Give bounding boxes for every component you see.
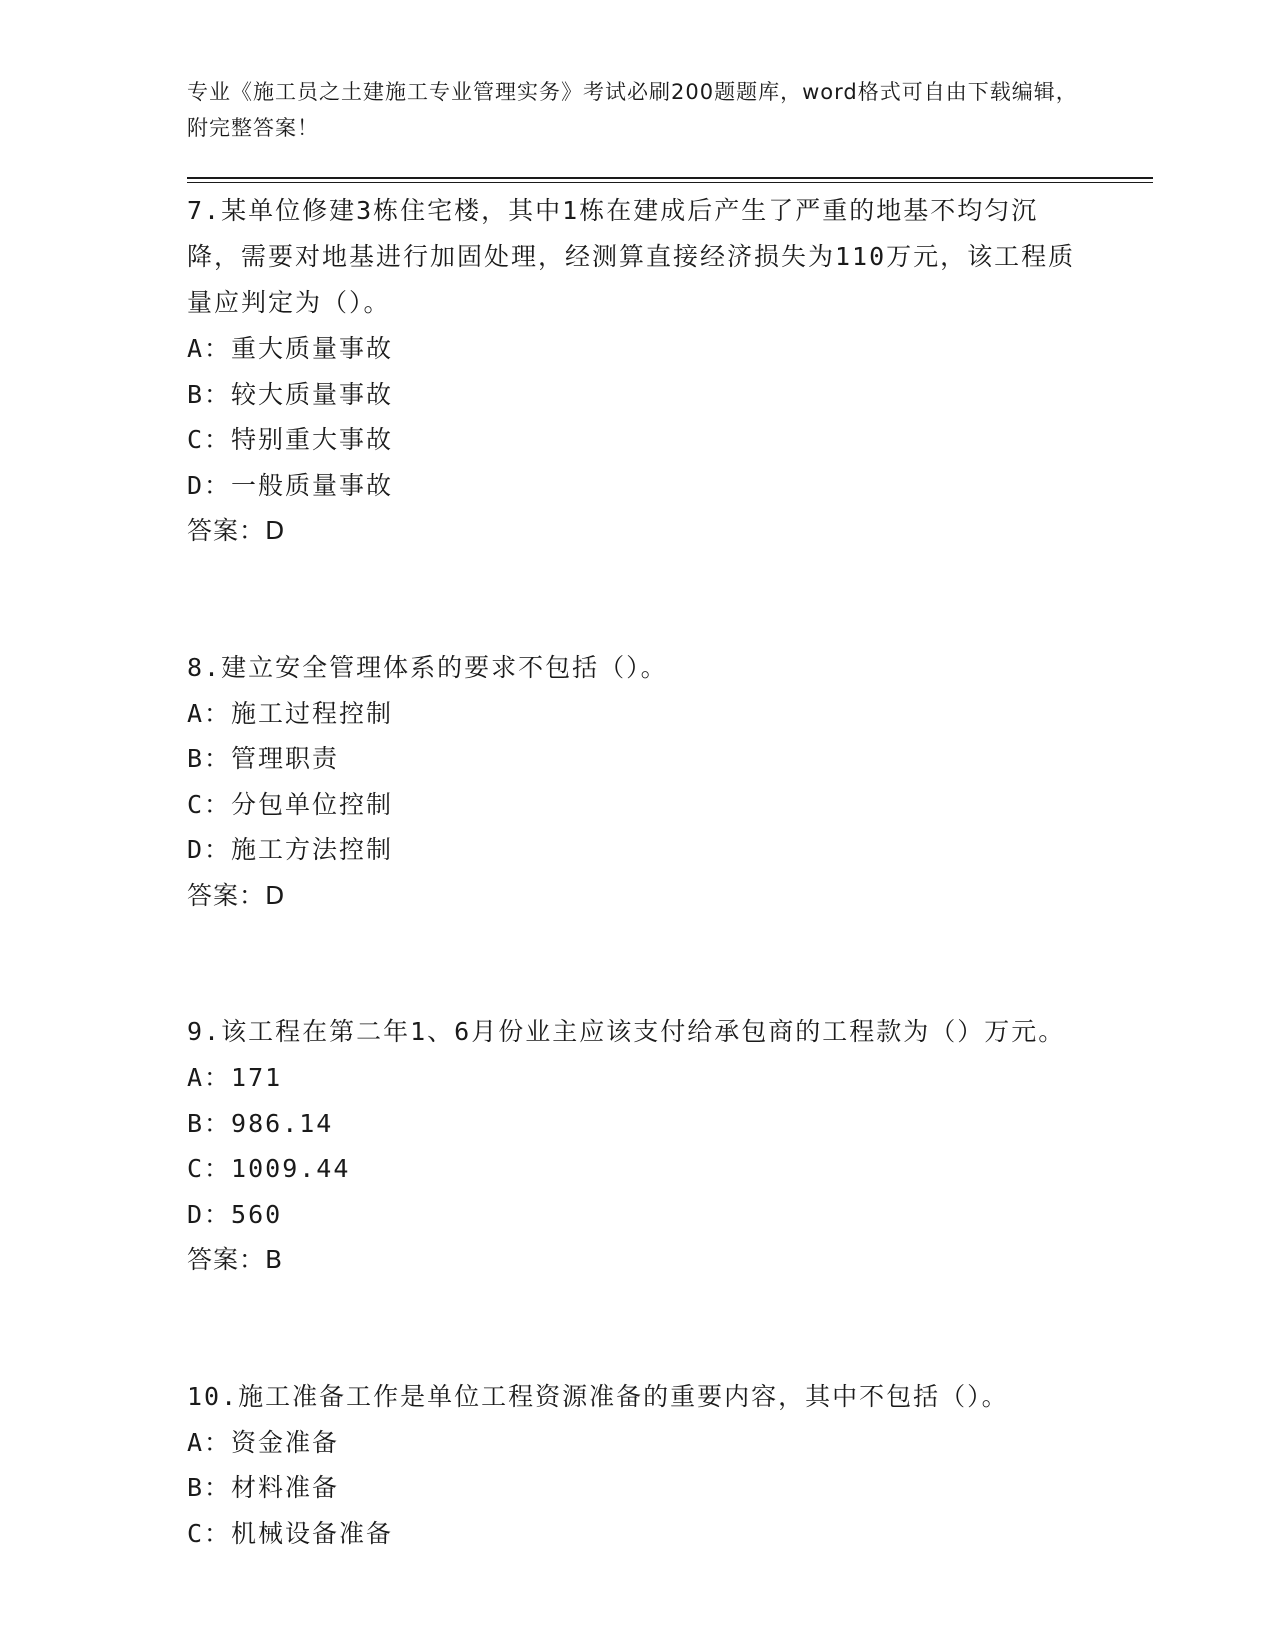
- header-divider-thin: [187, 182, 1153, 183]
- question-8: [187, 645, 1087, 919]
- option-d: D：560: [187, 1199, 283, 1229]
- option-d: D：一般质量事故: [187, 470, 394, 500]
- option-b: B：986.14: [187, 1108, 334, 1138]
- question-spacer: [187, 918, 1087, 1009]
- option-a: A：资金准备: [187, 1427, 340, 1457]
- header-divider-thick: [187, 177, 1153, 179]
- option-b: B：较大质量事故: [187, 379, 394, 409]
- option-a: A：施工过程控制: [187, 698, 394, 728]
- option-c: C：1009.44: [187, 1154, 351, 1183]
- question-list: [187, 188, 1087, 1556]
- question-stem: 9.该工程在第二年1、6月份业主应该支付给承包商的工程款为（）万元。: [187, 1017, 1066, 1046]
- answer-line: 答案：D: [187, 516, 286, 545]
- question-stem: 10.施工准备工作是单位工程资源准备的重要内容，其中不包括（）。: [187, 1381, 1009, 1411]
- answer-line: 答案：B: [187, 1245, 284, 1274]
- question-spacer: [187, 554, 1087, 645]
- header-text: 专业《施工员之土建施工专业管理实务》考试必刷200题题库，word格式可自由下载编辑，附完整答案！: [187, 80, 1078, 140]
- question-spacer: [187, 1283, 1087, 1374]
- option-b: B：管理职责: [187, 744, 340, 773]
- option-b: B：材料准备: [187, 1473, 340, 1502]
- question-7: [187, 188, 1087, 554]
- option-d: D：施工方法控制: [187, 835, 394, 864]
- answer-line: 答案：D: [187, 880, 286, 910]
- document-header: [187, 74, 1087, 146]
- option-c: C：特别重大事故: [187, 425, 394, 454]
- option-a: A：重大质量事故: [187, 334, 394, 363]
- question-10: [187, 1374, 1087, 1557]
- option-a: A：171: [187, 1063, 283, 1092]
- option-c: C：机械设备准备: [187, 1518, 394, 1548]
- option-c: C：分包单位控制: [187, 789, 394, 819]
- question-9: [187, 1009, 1087, 1283]
- question-stem: 8.建立安全管理体系的要求不包括（）。: [187, 652, 668, 682]
- question-stem: 7.某单位修建3栋住宅楼，其中1栋在建成后产生了严重的地基不均匀沉降，需要对地基进行加固处理，经测算直接经济损失为110万元，该工程质量应判定为（）。: [187, 196, 1076, 317]
